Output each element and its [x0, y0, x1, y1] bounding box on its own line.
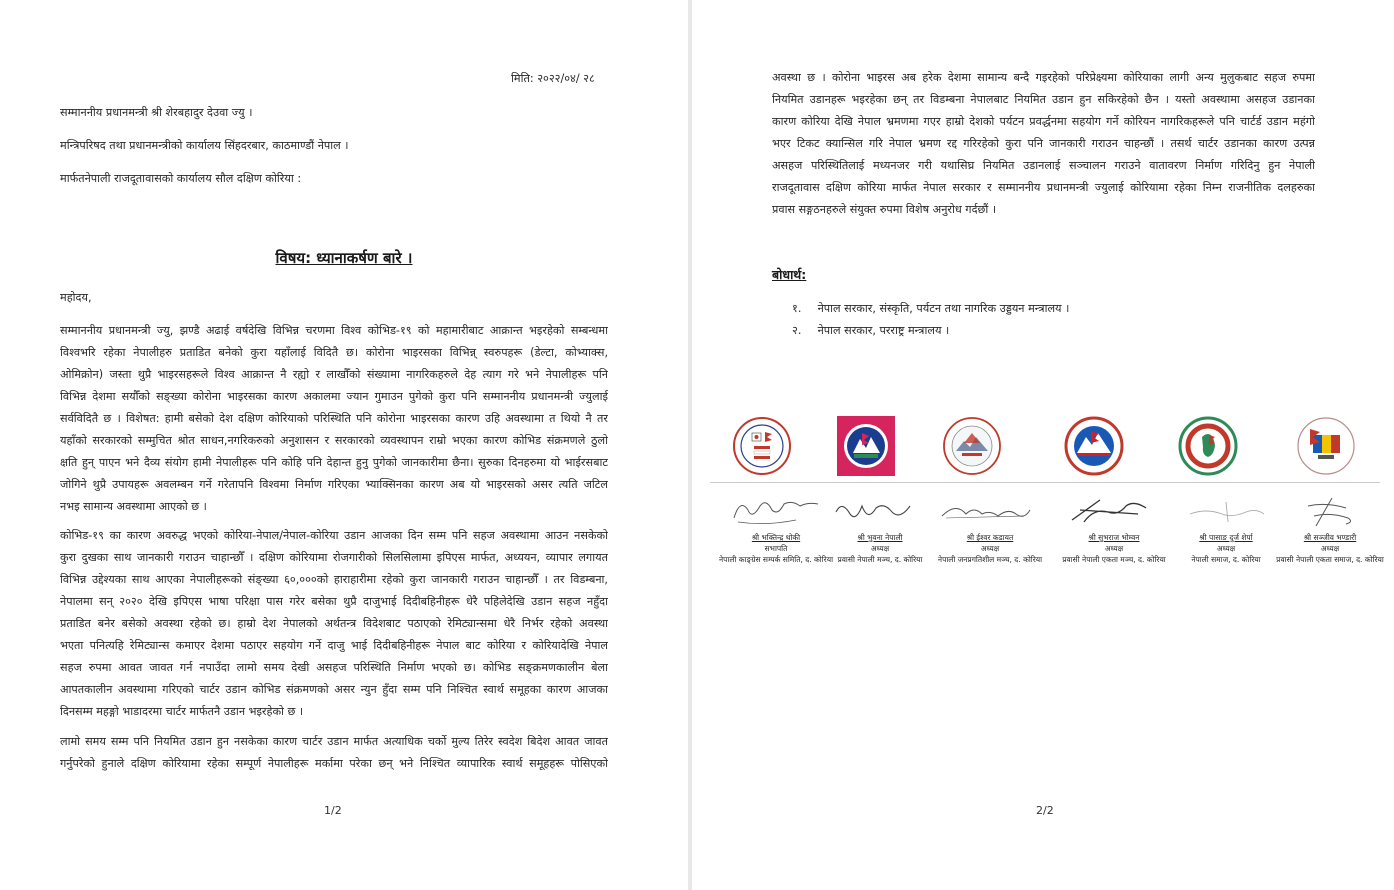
list-text: नेपाल सरकार, परराष्ट्र मन्त्रालय । [817, 324, 950, 337]
letter-subject: विषय: ध्यानाकर्षण बारे । [275, 249, 413, 267]
salutation: महोदय, [60, 291, 92, 304]
paragraph-line: गर्नुपरेको हुनाले दक्षिण कोरियामा रहेका सम्पूर्ण नेपालीहरू मर्कामा परेका छन् भने निश्चित व्यापारिक स्वार्थ समूहहरू पोसिएको [60, 757, 608, 770]
signatory-4 [1056, 532, 1172, 565]
paragraph-line: सम्माननीय प्रधानमन्त्री ज्यु, झण्डै अढाई वर्षदेखि विभिन्न चरणमा विश्व कोभिड-१९ को महामारीबाट आक्रान्त भइरहेको सम्बन्धमा [60, 324, 608, 337]
list-number: १. [792, 302, 802, 315]
signatory-title: अध्यक्ष [1320, 544, 1340, 553]
signature-2 [828, 492, 928, 530]
page-number: 1/2 [324, 804, 342, 817]
list-item [792, 298, 1069, 320]
paragraph-line: भएर टिकट क्यान्सिल गरि नेपाल भ्रमण रद्द गरिरहेको कुरा पनि जानकारी गराउन चाहन्छौं । तसर्थ चार्टर उडानका कारण उत्पन्न [772, 137, 1315, 150]
list-number: २. [792, 324, 802, 337]
paragraph-line: नेपालमा सन् २०२० देखि इपिएस भाषा परिक्षा पास गरेर बसेका थुप्रै दाजुभाई दिदीबहिनीहरू धेरै पहिलेदेखि उडान सहज नहुँदा [60, 595, 608, 608]
continued-paragraph [772, 67, 1315, 221]
recipient-line-3: मार्फतनेपाली राजदूतावासको कार्यालय सौल दक्षिण कोरिया : [60, 172, 302, 185]
page-2 [692, 0, 1394, 890]
signatory-org: नेपाली समाज, द. कोरिया [1191, 555, 1261, 564]
paragraph-line: ओमिक्रोन) जस्ता थुप्रै भाइरसहरूले विश्व आक्रान्त नै रह्यो र लाखौँको संख्यामा नागरिकहरुले देह त्याग गरे भने नेपालीहरू पनि [60, 368, 608, 381]
signature-1 [726, 492, 826, 530]
signatory-1 [718, 532, 834, 565]
paragraph-line: राजदूतावास दक्षिण कोरिया मार्फत नेपाल सरकार र सम्माननीय प्रधानमन्त्री ज्युलाई कोरियामा रहेका निम्न राजनीतिक दलहरुका [772, 181, 1315, 194]
signatory-2 [822, 532, 938, 565]
paragraph-line: अवस्था छ । कोरोना भाइरस अब हरेक देशमा सामान्य बन्दै गइरहेको परिप्रेक्ष्यमा कोरियाका लागी अन्य मुलुकबाट सहज रुपमा [772, 71, 1315, 84]
paragraph-line: सर्वविदितै छ । विशेषत: हामी बसेको देश दक्षिण कोरियाको परिस्थिति पनि कोरोना भाइरसका कारण उहि अवस्थामा त थियो नै तर [60, 412, 608, 425]
signatory-org: नेपाली जनप्रगतिशील मञ्च, द. कोरिया [937, 555, 1043, 564]
paragraph-line: भएता पनित्यहि रेमिट्यान्स कमाएर देशमा पठाएर सहयोग गर्ने दाजु भाई दिदीबहिनीहरू नेपाल बाट कोरिया र कोरियादेखि नेपाल [60, 639, 608, 652]
paragraph-line: जोगिने थुप्रै उपायहरू अवलम्बन गर्ने गरेतापनि विश्वमा निर्माण गरिएका भ्याक्सिनका कारण अब यो भाइरसको असर त्यति जटिल [60, 478, 608, 491]
paragraph-1 [60, 320, 608, 518]
signatory-name: श्री पासाङ दुर्ज शेर्पा [1199, 533, 1253, 542]
ekata-manch-logo [1064, 415, 1124, 477]
list-text: नेपाल सरकार, संस्कृति, पर्यटन तथा नागरिक उड्डयन मन्त्रालय । [817, 302, 1070, 315]
paragraph-line: असहज परिस्थितिलाई मध्यनजर गरी यथासिघ्र नियमित उडानलाई सञ्चालन गराउने वातावरण निर्माण गरिदिनु हुन नेपाली [772, 159, 1315, 172]
bodhartha-heading: बोधार्थ: [772, 267, 807, 282]
paragraph-line: आपतकालीन अवस्थामा गरिएको चार्टर उडान कोभिड संक्रमणको असर न्युन हुँदा सम्म पनि निश्चित स्वार्थ समूहका कारण आजका [60, 683, 608, 696]
signatory-title: अध्यक्ष [1104, 544, 1124, 553]
signature-5 [1176, 492, 1276, 530]
recipient-line-2: मन्त्रिपरिषद तथा प्रधानमन्त्रीको कार्यालय सिंहदरबार, काठमाण्डौं नेपाल । [60, 139, 349, 152]
paragraph-line: लामो समय सम्म पनि नियमित उडान हुन नसकेका कारण चार्टर उडान मार्फत अत्याधिक चर्को मुल्य तिरेर स्वदेश बिदेश आवत जावत [60, 735, 608, 748]
nepali-samaj-logo [1178, 415, 1238, 477]
signatory-name: श्री सुभराज भोम्वन [1088, 533, 1140, 542]
signatory-6 [1272, 532, 1388, 565]
paragraph-line: दिनसम्म महङ्गो भाडादरमा चार्टर मार्फतनै उडान भइरहेको छ । [60, 705, 304, 718]
paragraph-line: विश्वभरि रहेका नेपालीहरु प्रताडित बनेको कुरा यहाँलाई विदितै छ। कोरोना भाइरसका विभिन्न् स्वरुपहरू (डेल्टा, कोभ्याक्स, [60, 346, 608, 359]
pravasi-manch-logo [836, 415, 896, 477]
signatory-title: अध्यक्ष [980, 544, 1000, 553]
signature-4 [1060, 492, 1160, 530]
signatory-3 [932, 532, 1048, 565]
paragraph-3 [60, 731, 608, 775]
signatory-5 [1168, 532, 1284, 565]
ekata-samaj-logo [1296, 415, 1356, 477]
paragraph-line: कारण कोरिया देखि नेपाल भ्रमणमा गएर हाम्रो देशको पर्यटन प्रवर्द्धनमा सहयोग गर्ने कोरियन नागरिकहरूले पनि चार्टर्ड उडान महंगो [772, 115, 1315, 128]
recipient-line-1: सम्माननीय प्रधानमन्त्री श्री शेरबहादुर देउवा ज्यु । [60, 106, 253, 119]
paragraph-line: प्रवास सङ्गठनहरुले संयुक्त रुपमा विशेष अनुरोध गर्दछौं । [772, 203, 997, 216]
congress-logo [732, 415, 792, 477]
paragraph-line: नियमित उडानहरू भइरहेका छन् तर विडम्बना नेपालबाट नियमित उडान हुन सकिरहेको छैन । यस्तो अवस्थामा असहज उडानका [772, 93, 1315, 106]
paragraph-2 [60, 525, 608, 723]
signatory-title: अध्यक्ष [870, 544, 890, 553]
page-number: 2/2 [1036, 804, 1054, 817]
signatory-org: प्रवासी नेपाली मञ्च, द. कोरिया [837, 555, 923, 564]
page-1 [0, 0, 688, 890]
bodhartha-list [792, 298, 1069, 342]
paragraph-line: क्षति हुन् पाएन भने दैव्य संयोग हामी नेपालीहरू पनि कोहि पनि देहान्त हुनु पुगेको जानकारीमा छैना। सुरुका दिनहरुमा यो भाईरसबाट [60, 456, 608, 469]
list-item [792, 320, 1069, 342]
signatory-name: श्री भुवना नेपाली [857, 533, 903, 542]
signatory-org: नेपाली काङ्ग्रेस सम्पर्क समिति, द. कोरिया [718, 555, 834, 564]
signatory-name: श्री सञ्जीव भण्डारी [1303, 533, 1357, 542]
signature-separator [710, 482, 1380, 483]
paragraph-line: विभिन्न उद्देश्यका साथ आएका नेपालीहरूको संङ्ख्या ६०,०००को हाराहारीमा रहेको कुरा जानकारी गराउन चाहान्छौँ । तर विडम्बना, [60, 573, 608, 586]
paragraph-line: कोभिड-१९ का कारण अवरुद्ध भएको कोरिया-नेपाल/नेपाल-कोरिया उडान आजका दिन सम्म पनि सहज अवस्थामा आउन नसकेको [60, 529, 608, 542]
signatory-title: अध्यक्ष [1216, 544, 1236, 553]
signatory-title: सभापति [764, 544, 788, 553]
signatory-name: श्री भक्तिन्द्र थोकी [751, 533, 801, 542]
signature-3 [936, 492, 1036, 530]
paragraph-line: कुरा दुखका साथ जानकारी गराउन चाहान्छौँ । दक्षिण कोरियामा रोजगारीको सिलसिलामा इपिएस मार्फत, अध्ययन, व्यापार लगायत [60, 551, 608, 564]
paragraph-line: प्रताडित बनेर बसेको अवस्था रहेको छ। हाम्रो देश नेपालको अर्थतन्त्र विदेशबाट पठाएको रेमिट्यान्समा धेरै निर्भर रहेको अवस्था [60, 617, 608, 630]
signatory-name: श्री ईश्वर कडायत [966, 533, 1014, 542]
signatory-org: प्रवासी नेपाली एकता मञ्च, द. कोरिया [1062, 555, 1166, 564]
signature-6 [1286, 492, 1386, 530]
paragraph-line: नभइ सामान्य अवस्थामा आएको छ । [60, 500, 207, 513]
signatory-org: प्रवासी नेपाली एकता समाज, द. कोरिया [1276, 555, 1384, 564]
paragraph-line: विभिन्न देशमा सयौँको सङ्ख्या कोरोना भाइरसका कारण अकालमा ज्यान गुमाउन पुगेको कुरा पनि सम्माननीय प्रधानमन्त्री ज्युलाई [60, 390, 608, 403]
janapragatishil-logo [942, 415, 1002, 477]
paragraph-line: सहज रुपमा आवत जावत गर्न नपाउँदा लामो समय देखी असहज परिस्थिति निर्माण भएको छ। कोभिड सङ्क्रमणकालीन बेला [60, 661, 608, 674]
letter-date: मिति: २०२२/०४/ २८ [511, 72, 595, 85]
paragraph-line: यहाँको सरकारको सम्मुचित श्रोत साधन,नगरिकरुको अनुशासन र सरकारको व्यवस्थापन राम्रो भएका कारण कोभिड संक्रमणले ठुलो [60, 434, 608, 447]
